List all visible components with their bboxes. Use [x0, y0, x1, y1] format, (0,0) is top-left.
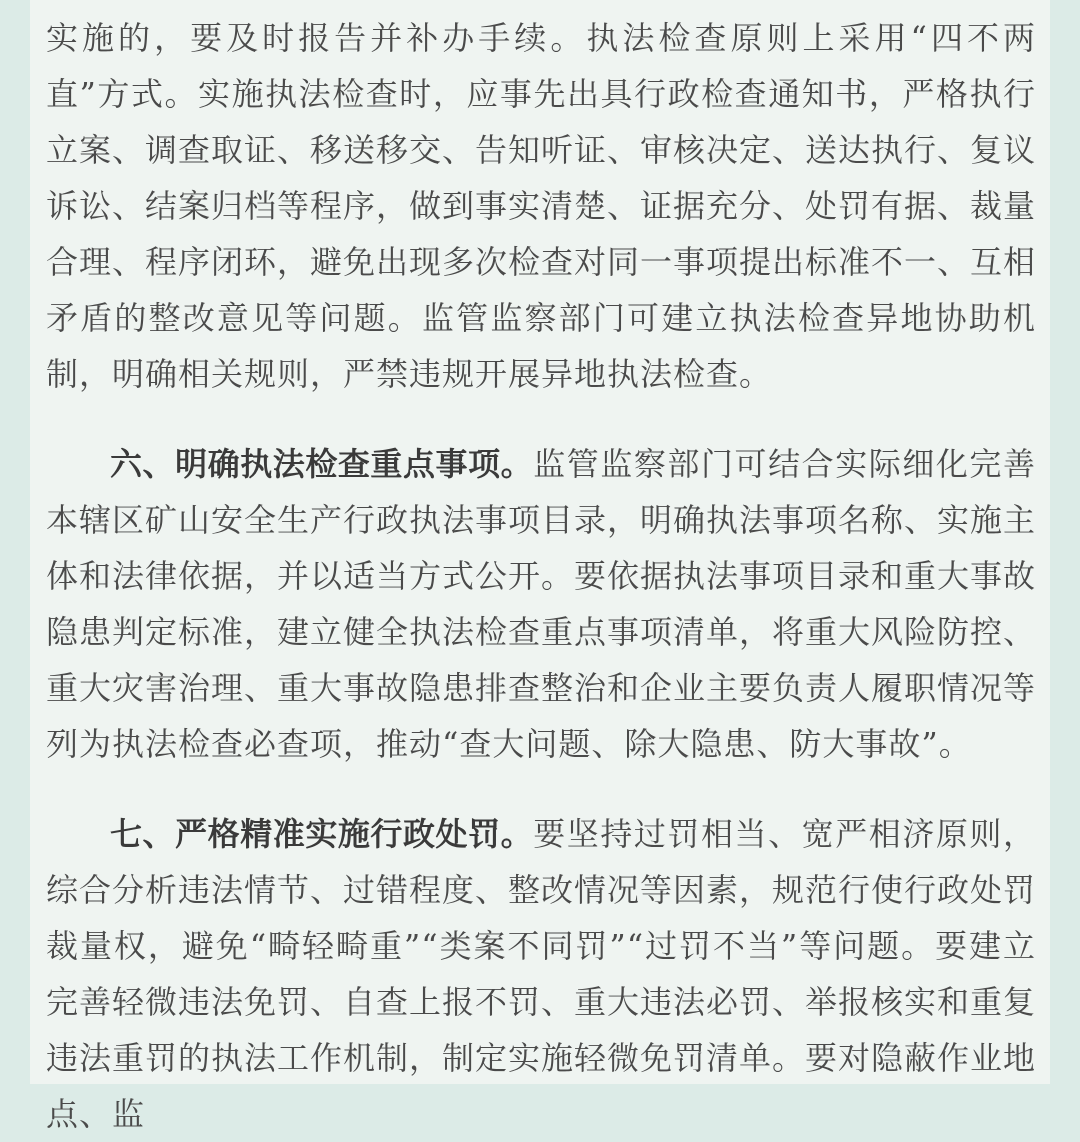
document-body	[46, 0, 1036, 1142]
section-seven-paragraph	[46, 806, 1036, 1142]
paragraph-text: 实施的，要及时报告并补办手续。执法检查原则上采用“四不两直”方式。实施执法检查时，应事先出具行政检查通知书，严格执行立案、调查取证、移送移交、告知听证、审核决定、送达执行、复议诉讼、结案归档等程序，做到事实清楚、证据充分、处罚有据、裁量合理、程序闭环，避免出现多次检查对同一事项提出标准不一、互相矛盾的整改意见等问题。监管监察部门可建立执法检查异地协助机制，明确相关规则，严禁违规开展异地执法检查。	[46, 19, 1037, 393]
document-page	[30, 0, 1050, 1133]
section-six-paragraph	[46, 436, 1036, 772]
section-seven-heading: 七、严格精准实施行政处罚。	[110, 815, 534, 853]
section-seven-text: 要坚持过罚相当、宽严相济原则，综合分析违法情节、过错程度、整改情况等因素，规范行使行政处罚裁量权，避免“畸轻畸重”“类案不同罚”“过罚不当”等问题。要建立完善轻微违法免罚、自查上报不罚、重大违法必罚、举报核实和重复违法重罚的执法工作机制，制定实施轻微免罚清单。要对隐蔽作业地点、监	[46, 815, 1037, 1133]
paragraph-continued	[46, 0, 1036, 402]
section-six-heading: 六、明确执法检查重点事项。	[110, 445, 534, 483]
section-six-text: 监管监察部门可结合实际细化完善本辖区矿山安全生产行政执法事项目录，明确执法事项名称、实施主体和法律依据，并以适当方式公开。要依据执法事项目录和重大事故隐患判定标准，建立健全执法检查重点事项清单，将重大风险防控、重大灾害治理、重大事故隐患排查整治和企业主要负责人履职情况等列为执法检查必查项，推动“查大问题、除大隐患、防大事故”。	[46, 445, 1037, 763]
